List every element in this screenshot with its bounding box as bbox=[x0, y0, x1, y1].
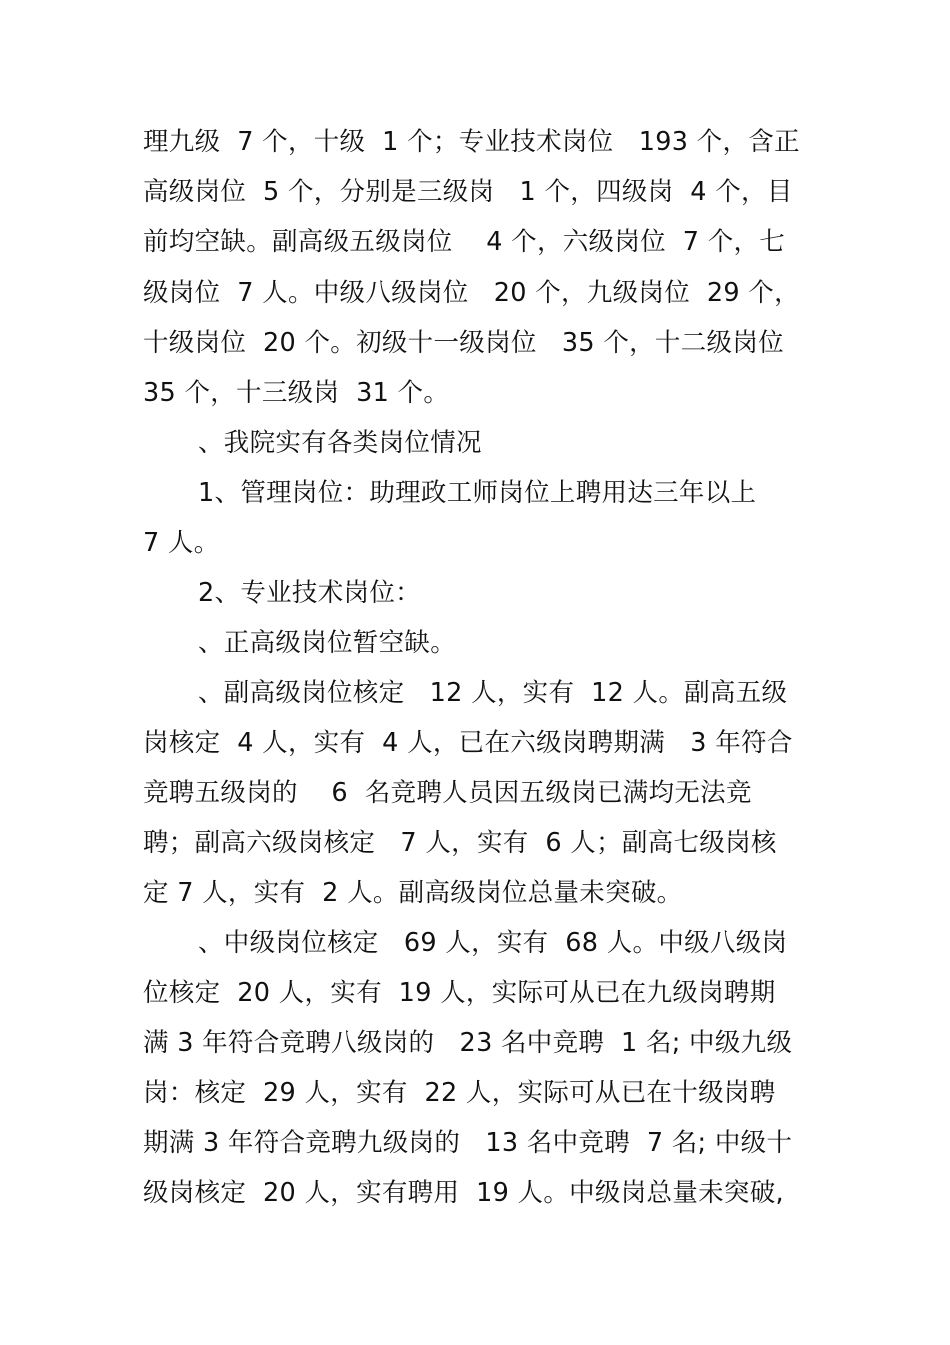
text-line: 岗核定 4 人，实有 4 人，已在六级岗聘期满 3 年符合 bbox=[143, 728, 793, 758]
text-line: 竞聘五级岗的 6 名竞聘人员因五级岗已满均无法竞 bbox=[143, 778, 752, 808]
text-line: 聘；副高六级岗核定 7 人，实有 6 人；副高七级岗核 bbox=[143, 828, 777, 858]
text-line: 高级岗位 5 个，分别是三级岗 1 个，四级岗 4 个，目 bbox=[143, 177, 793, 207]
text-line: 满 3 年符合竞聘八级岗的 23 名中竞聘 1 名; 中级九级 bbox=[143, 1028, 793, 1058]
text-line: 、副高级岗位核定 12 人，实有 12 人。副高五级 bbox=[198, 678, 788, 708]
text-line: 前均空缺。副高级五级岗位 4 个，六级岗位 7 个，七 bbox=[143, 227, 786, 257]
text-line: 级岗位 7 人。中级八级岗位 20 个，九级岗位 29 个， bbox=[143, 278, 800, 308]
text-line: 7 人。 bbox=[143, 528, 220, 558]
text-line: 35 个，十三级岗 31 个。 bbox=[143, 378, 450, 408]
text-line: 理九级 7 个，十级 1 个；专业技术岗位 193 个，含正 bbox=[143, 127, 800, 157]
text-line: 位核定 20 人，实有 19 人，实际可从已在九级岗聘期 bbox=[143, 978, 776, 1008]
section-heading: 2、专业技术岗位： bbox=[198, 578, 421, 608]
text-line: 、中级岗位核定 69 人，实有 68 人。中级八级岗 bbox=[198, 928, 788, 958]
section-heading: 、我院实有各类岗位情况 bbox=[198, 428, 482, 458]
text-line: 、正高级岗位暂空缺。 bbox=[198, 628, 457, 658]
text-line: 级岗核定 20 人，实有聘用 19 人。中级岗总量未突破, bbox=[143, 1178, 784, 1208]
text-line: 十级岗位 20 个。初级十一级岗位 35 个，十二级岗位 bbox=[143, 328, 784, 358]
text-line: 1、管理岗位：助理政工师岗位上聘用达三年以上 bbox=[198, 478, 757, 508]
text-line: 岗：核定 29 人，实有 22 人，实际可从已在十级岗聘 bbox=[143, 1078, 776, 1108]
text-line: 定 7 人，实有 2 人。副高级岗位总量未突破。 bbox=[143, 878, 683, 908]
text-line: 期满 3 年符合竞聘九级岗的 13 名中竞聘 7 名; 中级十 bbox=[143, 1128, 793, 1158]
